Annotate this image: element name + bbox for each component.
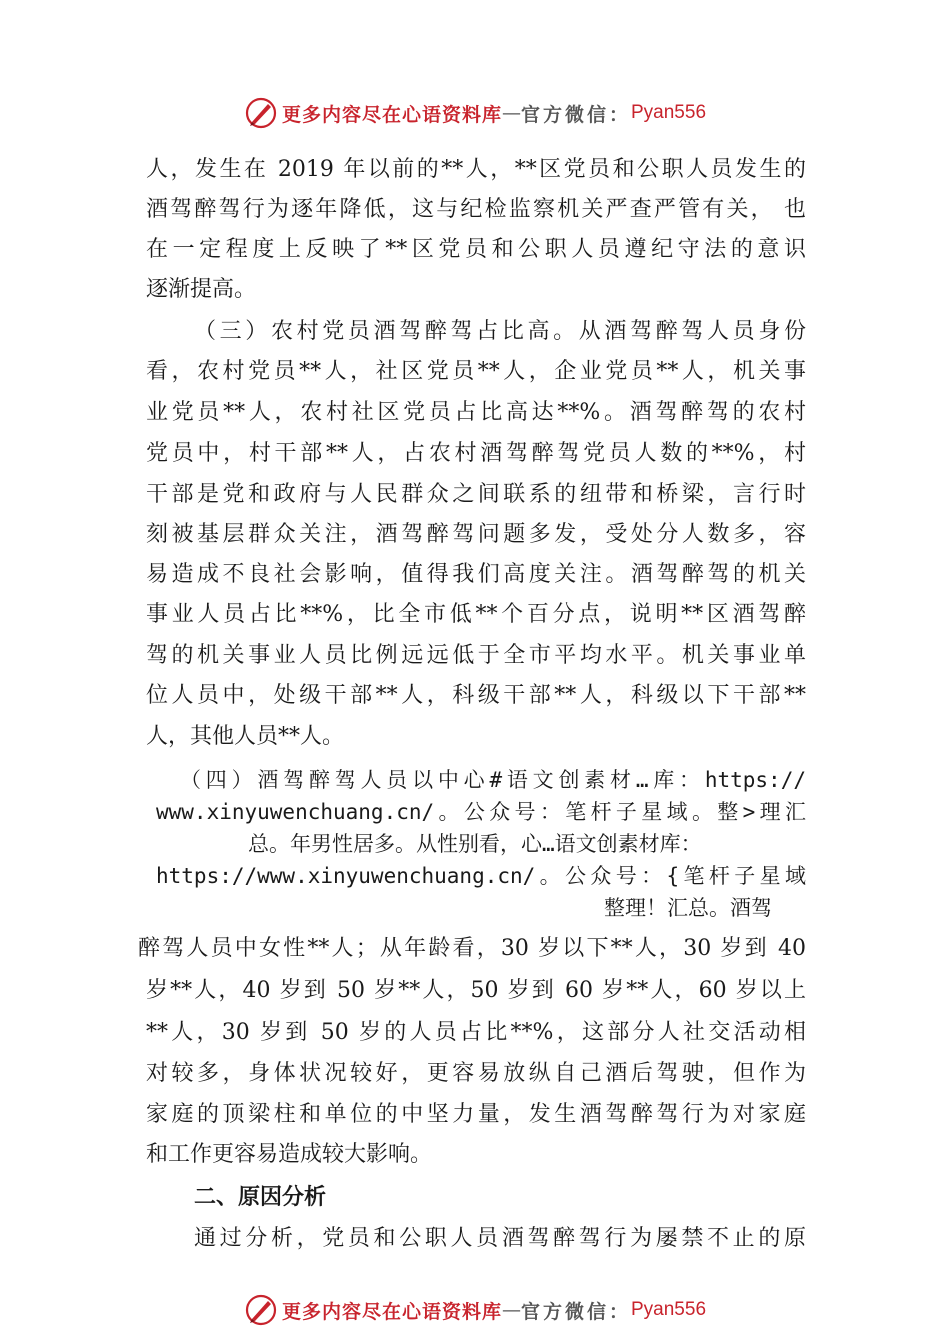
text-line: 驾的机关事业人员比例远远低于全市平均水平。机关事业单 <box>146 643 806 668</box>
text-line: 逐渐提高。 <box>146 277 257 302</box>
footer-banner <box>0 1292 950 1328</box>
banner-official: 官方微信： <box>520 103 631 126</box>
text-line: （三）农村党员酒驾醉驾占比高。从酒驾醉驾人员身份 <box>194 319 806 344</box>
text-line: www.xinyuwenchuang.cn/。公众号：笔杆子星域。整>理汇 <box>156 800 806 824</box>
pen-logo-icon <box>244 1293 278 1327</box>
text-line: 醉驾人员中女性**人；从年龄看，30 岁以下**人，30 岁到 40 <box>138 936 806 961</box>
banner-dash: — <box>501 102 521 124</box>
text-line: 和工作更容易造成较大影响。 <box>146 1142 433 1167</box>
banner-official: 官方微信： <box>520 1300 631 1323</box>
text-line: 家庭的顶梁柱和单位的中坚力量，发生酒驾醉驾行为对家庭 <box>146 1102 806 1127</box>
text-line: 对较多，身体状况较好，更容易放纵自己酒后驾驶，但作为 <box>146 1061 806 1086</box>
text-line: 人，其他人员**人。 <box>146 724 345 749</box>
text-line: 在一定程度上反映了**区党员和公职人员遵纪守法的意识 <box>146 237 806 262</box>
text-line: 看，农村党员**人，社区党员**人，企业党员**人，机关事 <box>146 359 806 384</box>
text-line: （四）酒驾醉驾人员以中心#语文创素材…库：https:// <box>180 768 806 792</box>
text-line: 刻被基层群众关注，酒驾醉驾问题多发，受处分人数多，容 <box>146 522 806 547</box>
text-line: 整理！汇总。酒驾 <box>604 896 772 920</box>
text-line: 通过分析，党员和公职人员酒驾醉驾行为屡禁不止的原 <box>194 1226 806 1251</box>
banner-brand: 更多内容尽在心语资料库 <box>281 1300 502 1323</box>
pen-logo-icon <box>244 96 278 130</box>
section-heading: 二、原因分析 <box>194 1185 327 1210</box>
header-banner <box>0 95 950 131</box>
text-line: 党员中，村干部**人，占农村酒驾醉驾党员人数的**%，村 <box>146 441 806 466</box>
banner-dash: — <box>501 1299 521 1321</box>
text-line: 事业人员占比**%，比全市低**个百分点，说明**区酒驾醉 <box>146 602 806 627</box>
text-line: 岁**人，40 岁到 50 岁**人，50 岁到 60 岁**人，60 岁以上 <box>146 978 806 1003</box>
text-line: 人，发生在 2019 年以前的**人，**区党员和公职人员发生的 <box>146 157 806 182</box>
text-line: **人，30 岁到 50 岁的人员占比**%，这部分人社交活动相 <box>146 1020 806 1045</box>
text-line: 干部是党和政府与人民群众之间联系的纽带和桥梁，言行时 <box>146 482 806 507</box>
text-line: https://www.xinyuwenchuang.cn/。公众号：{笔杆子星域 <box>156 864 806 888</box>
text-line: 酒驾醉驾行为逐年降低，这与纪检监察机关严查严管有关， 也 <box>146 197 806 222</box>
banner-brand: 更多内容尽在心语资料库 <box>281 103 502 126</box>
text-line: 总。年男性居多。从性别看，心…语文创素材库： <box>248 832 702 856</box>
banner-wechat-id: Pyan556 <box>631 1299 707 1320</box>
text-line: 易造成不良社会影响，值得我们高度关注。酒驾醉驾的机关 <box>146 562 806 587</box>
text-line: 业党员**人，农村社区党员占比高达**%。酒驾醉驾的农村 <box>146 400 806 425</box>
text-line: 位人员中，处级干部**人，科级干部**人，科级以下干部** <box>146 683 806 708</box>
banner-wechat-id: Pyan556 <box>631 102 707 123</box>
